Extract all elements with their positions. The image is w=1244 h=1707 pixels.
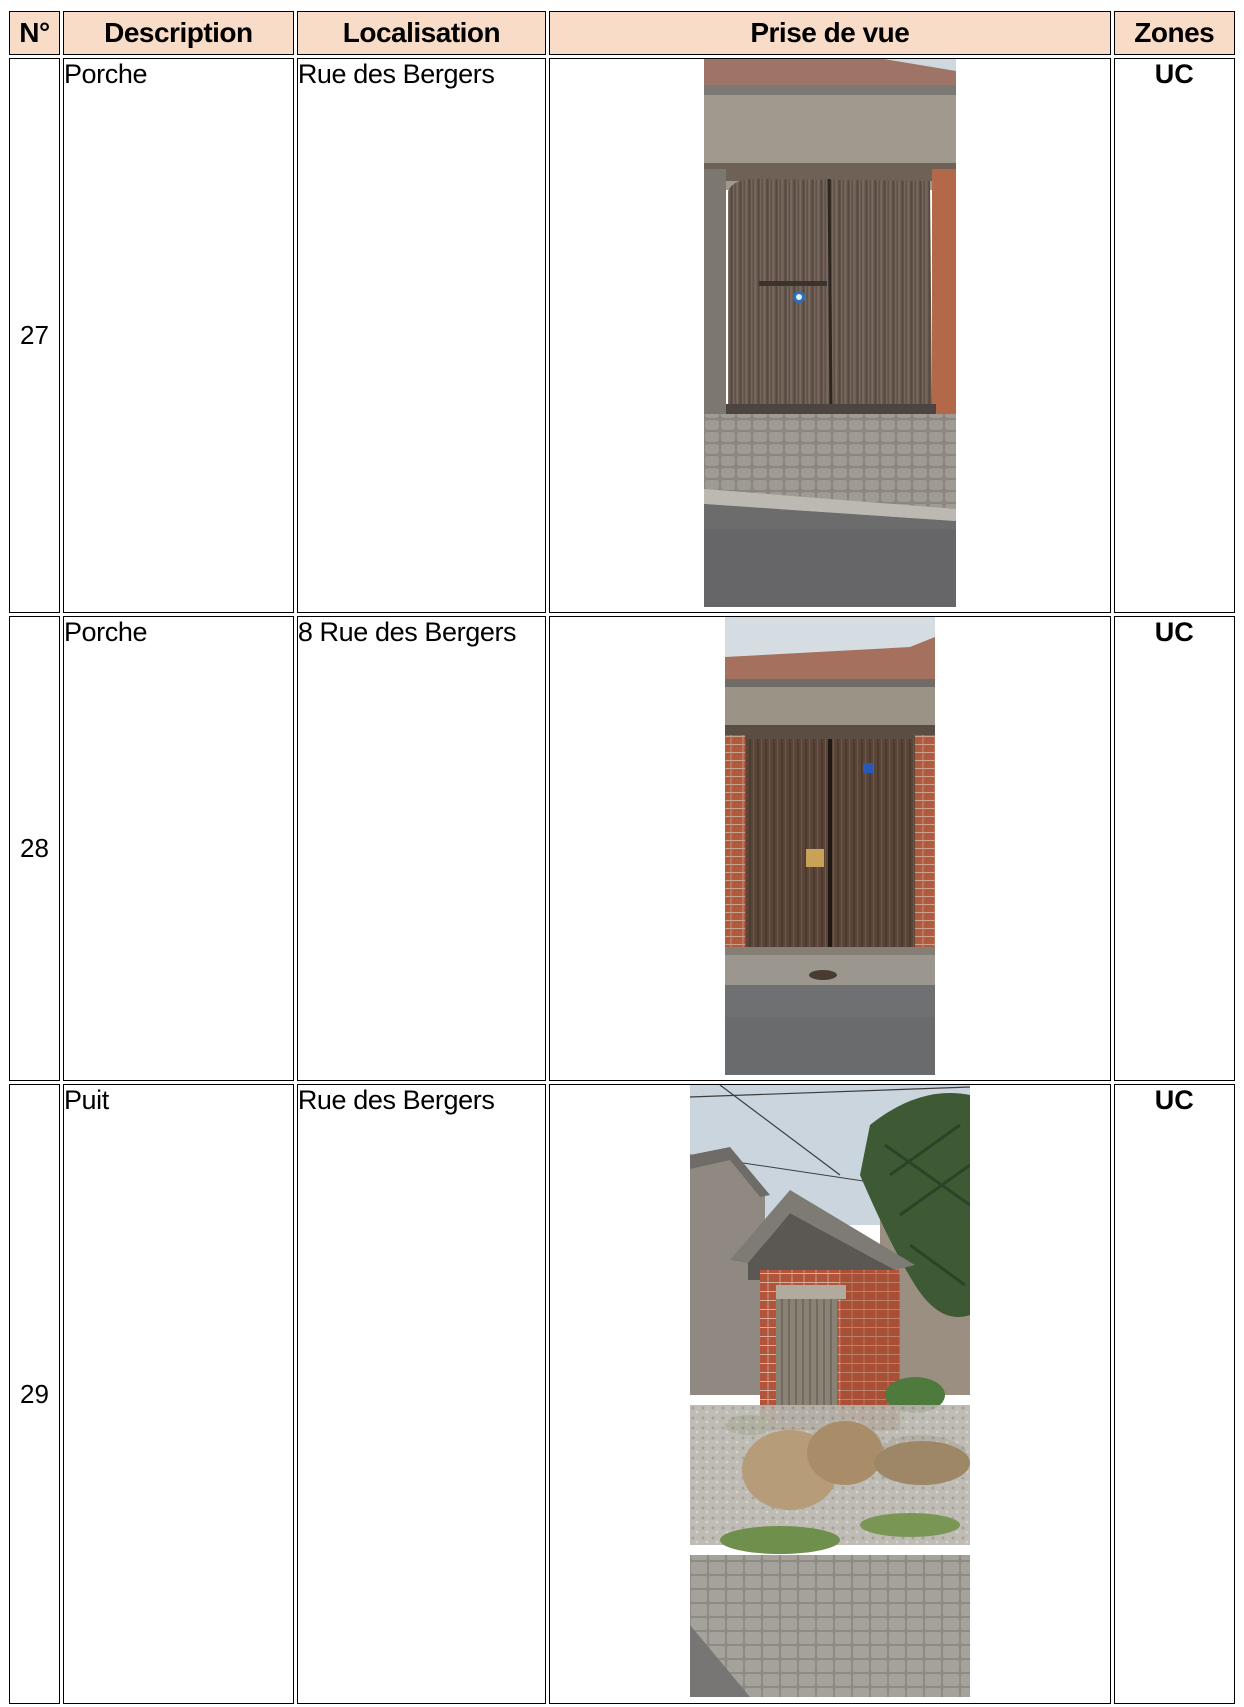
table-row bbox=[9, 58, 1235, 613]
row-description: Porche bbox=[63, 58, 294, 613]
row-localisation: Rue des Bergers bbox=[297, 58, 546, 613]
row-description: Porche bbox=[63, 616, 294, 1081]
photo-brick-well-house bbox=[690, 1085, 970, 1697]
photo-wooden-carriage-gate bbox=[725, 617, 935, 1075]
header-zones: Zones bbox=[1114, 11, 1235, 55]
row-number: 29 bbox=[9, 1084, 60, 1704]
row-localisation: 8 Rue des Bergers bbox=[297, 616, 546, 1081]
header-num: N° bbox=[9, 11, 60, 55]
header-row bbox=[9, 11, 1235, 55]
row-zone: UC bbox=[1114, 616, 1235, 1081]
heritage-inventory-table bbox=[6, 8, 1238, 1707]
table-row bbox=[9, 1084, 1235, 1704]
row-zone: UC bbox=[1114, 58, 1235, 613]
row-zone: UC bbox=[1114, 1084, 1235, 1704]
row-number: 27 bbox=[9, 58, 60, 613]
row-description: Puit bbox=[63, 1084, 294, 1704]
row-photo-cell bbox=[549, 58, 1110, 613]
row-number: 28 bbox=[9, 616, 60, 1081]
page bbox=[6, 8, 1238, 1707]
table-row bbox=[9, 616, 1235, 1081]
header-description: Description bbox=[63, 11, 294, 55]
row-localisation: Rue des Bergers bbox=[297, 1084, 546, 1704]
row-photo-cell bbox=[549, 1084, 1110, 1704]
photo-old-wooden-gate bbox=[704, 59, 956, 607]
header-prise-de-vue: Prise de vue bbox=[549, 11, 1110, 55]
header-localisation: Localisation bbox=[297, 11, 546, 55]
row-photo-cell bbox=[549, 616, 1110, 1081]
